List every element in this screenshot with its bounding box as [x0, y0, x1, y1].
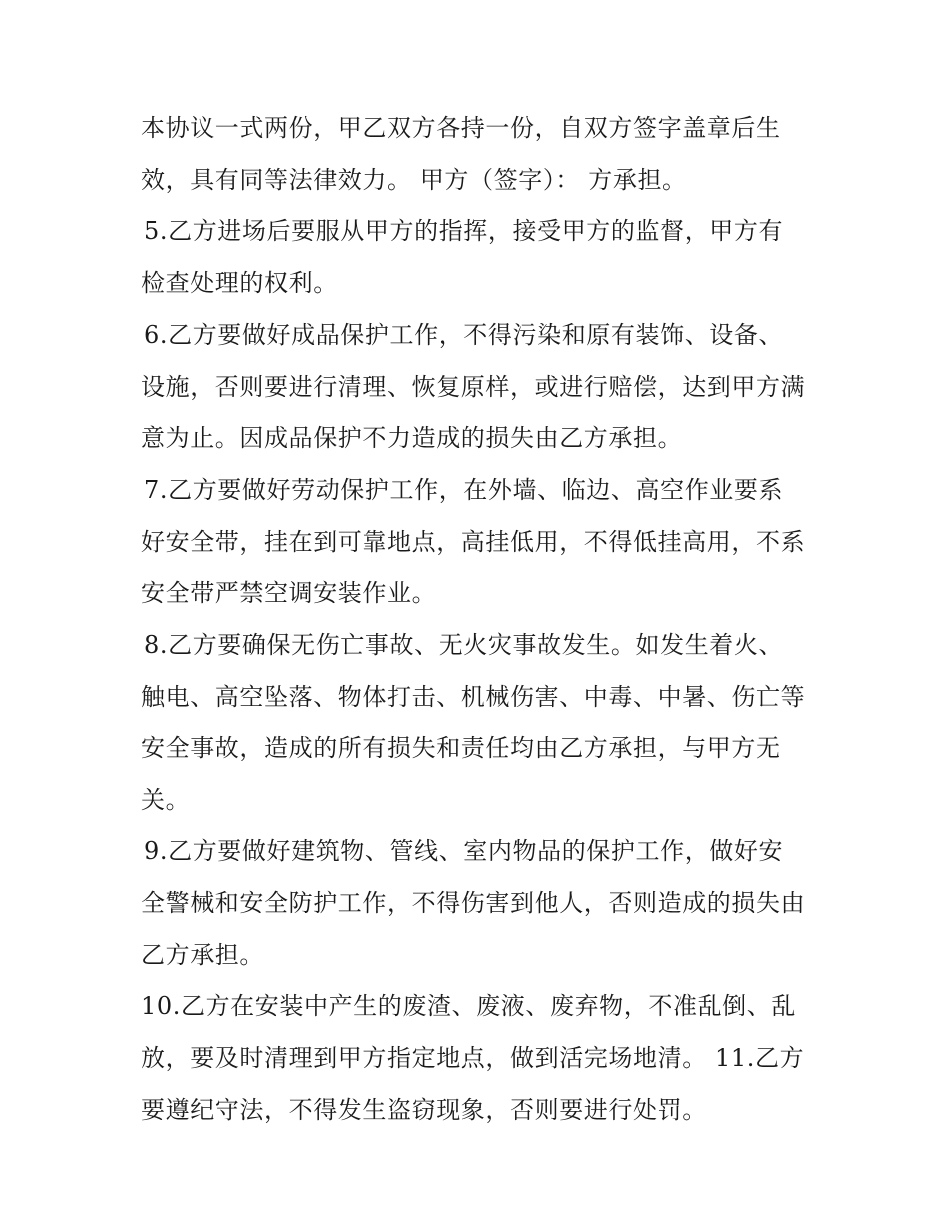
text-line: 意为止。因成品保护不力造成的损失由乙方承担。 [141, 424, 683, 452]
text-line: 放，要及时清理到甲方指定地点，做到活完场地清。 11.乙方 [141, 1044, 805, 1072]
clause-8-start: 8.乙方要确保无伤亡事故、无火灾事故发生。如发生着火、 [144, 631, 784, 659]
clause-7-start: 7.乙方要做好劳动保护工作，在外墙、临边、高空作业要系 [144, 476, 784, 504]
clause-5-start: 5.乙方进场后要服从甲方的指挥，接受甲方的监督，甲方有 [144, 217, 784, 245]
text-line: 设施，否则要进行清理、恢复原样，或进行赔偿，达到甲方满 [141, 373, 806, 401]
text-line: 全警械和安全防护工作，不得伤害到他人，否则造成的损失由 [141, 889, 806, 917]
clause-6-start: 6.乙方要做好成品保护工作，不得污染和原有装饰、设备、 [144, 321, 784, 349]
clause-9-start: 9.乙方要做好建筑物、管线、室内物品的保护工作，做好安 [144, 837, 784, 865]
clause-10-start: 10.乙方在安装中产生的废渣、废液、废弃物，不准乱倒、乱 [141, 992, 796, 1020]
text-line: 本协议一式两份，甲乙双方各持一份，自双方签字盖章后生 [141, 114, 781, 142]
text-line: 检查处理的权利。 [141, 269, 338, 297]
text-line: 安全带严禁空调安装作业。 [141, 579, 437, 607]
text-line: 乙方承担。 [141, 941, 264, 969]
text-line: 触电、高空坠落、物体打击、机械伤害、中毒、中暑、伤亡等 [141, 683, 806, 711]
text-line: 关。 [141, 786, 191, 814]
text-line: 好安全带，挂在到可靠地点，高挂低用，不得低挂高用，不系 [141, 528, 806, 556]
text-line: 要遵纪守法，不得发生盗窃现象，否则要进行处罚。 [141, 1096, 707, 1124]
text-line: 效，具有同等法律效力。 甲方（签字）： 方承担。 [141, 166, 687, 194]
text-line: 安全事故，造成的所有损失和责任均由乙方承担，与甲方无 [141, 734, 781, 762]
